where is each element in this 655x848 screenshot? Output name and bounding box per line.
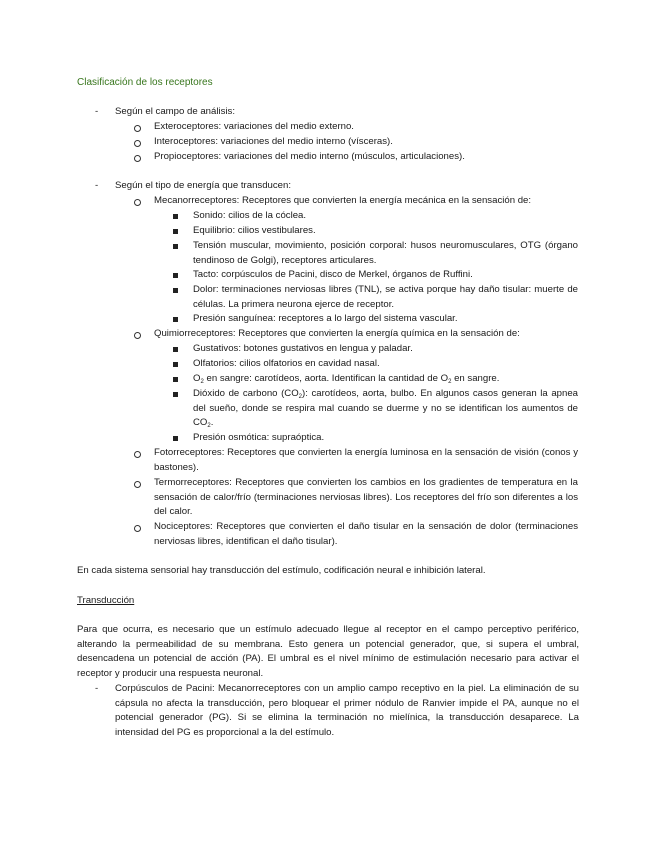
quimio-item: Olfatorios: cilios olfatorios en cavidad nasal. [193, 358, 380, 369]
circle-bullet-icon [134, 332, 141, 339]
section-title: Clasificación de los receptores [77, 77, 213, 88]
summary-text: En cada sistema sensorial hay transducción del estímulo, codificación neural e inhibición lateral. [77, 565, 486, 576]
campo-item: Interoceptores: variaciones del medio interno (vísceras). [154, 136, 393, 147]
campo-item: Propioceptores: variaciones del medio interno (músculos, articulaciones). [154, 151, 465, 162]
foto-item: Fotorreceptores: Receptores que convierten la energía luminosa en la sensación de visión (conos y bastones). [154, 447, 578, 473]
mecano-item: Tensión muscular, movimiento, posición corporal: husos neuromusculares, OTG (órgano tendinoso de Golgi), receptores articulares. [193, 240, 578, 266]
square-bullet-icon [173, 392, 178, 397]
square-bullet-icon [173, 347, 178, 352]
dash-bullet: - [95, 106, 99, 117]
square-bullet-icon [173, 377, 178, 382]
transduccion-paragraph: Para que ocurra, es necesario que un estímulo adecuado llegue al receptor en el campo perceptivo periférico, alterando la permeabilidad de su membrana. Esto genera un potencial generador, que, si supera el umbral, desencadena un potencial de acción (PA). El umbral es el nivel mínimo de estimulación necesario para activar el receptor y producir una respuesta neuronal. [77, 624, 579, 680]
pacini-item: Corpúsculos de Pacini: Mecanorreceptores con un amplio campo receptivo en la piel. La eliminación de su cápsula no afecta la transducción, pero bloquear el primer nódulo de Ranvier impide el PA, aunque no el potencial generador (PG). Si se elimina la terminación no mielínica, la transducción desaparece. La intensidad del PG es proporcional a la del estímulo. [115, 683, 579, 739]
mecano-item: Equilibrio: cilios vestibulares. [193, 225, 316, 236]
circle-bullet-icon [134, 125, 141, 132]
quimio-label: Quimiorreceptores: Receptores que convierten la energía química en la sensación de: [154, 328, 520, 339]
mecano-item: Sonido: cilios de la cóclea. [193, 210, 307, 221]
termo-item: Termorreceptores: Receptores que convierten los cambios en los gradientes de temperatura en la sensación de calor/frío (terminaciones nerviosas libres). Los receptores del frío son diferentes a los del calor. [154, 477, 578, 518]
quimio-item-co2: Dióxido de carbono $(CO_2)$: carotídeos, aorta, bulbo. En algunos casos generan la apnea del sueño, donde se respira mal cuando se duerme y no se identifican los aumentos de $CO_2$. [193, 388, 578, 430]
mecano-item: Presión sanguínea: receptores a lo largo del sistema vascular. [193, 313, 458, 324]
quimio-item: Presión osmótica: supraóptica. [193, 432, 325, 443]
energia-label: Según el tipo de energía que transducen: [115, 180, 292, 191]
square-bullet-icon [173, 288, 178, 293]
square-bullet-icon [173, 229, 178, 234]
square-bullet-icon [173, 436, 178, 441]
circle-bullet-icon [134, 451, 141, 458]
transduccion-title: Transducción [77, 595, 135, 606]
square-bullet-icon [173, 273, 178, 278]
quimio-item: Gustativos: botones gustativos en lengua y paladar. [193, 343, 413, 354]
circle-bullet-icon [134, 140, 141, 147]
dash-bullet: - [95, 683, 99, 694]
noci-item: Nociceptores: Receptores que convierten el daño tisular en la sensación de dolor (terminaciones nerviosas libres, identifican el daño tisular). [154, 521, 578, 547]
campo-item: Exteroceptores: variaciones del medio externo. [154, 121, 354, 132]
circle-bullet-icon [134, 199, 141, 206]
square-bullet-icon [173, 362, 178, 367]
square-bullet-icon [173, 244, 178, 249]
circle-bullet-icon [134, 155, 141, 162]
mecano-item: Dolor: terminaciones nerviosas libres (TNL), se activa porque hay daño tisular: muerte de células. La primera neurona ejerce de receptor. [193, 284, 578, 310]
square-bullet-icon [173, 317, 178, 322]
circle-bullet-icon [134, 525, 141, 532]
campo-label: Según el campo de análisis: [115, 106, 235, 117]
quimio-item-o2: $O_2$ en sangre: carotídeos, aorta. Identifican la cantidad de $O_2$ en sangre. [193, 373, 500, 385]
mecano-item: Tacto: corpúsculos de Pacini, disco de Merkel, órganos de Ruffini. [193, 269, 473, 280]
circle-bullet-icon [134, 481, 141, 488]
square-bullet-icon [173, 214, 178, 219]
mecano-label: Mecanorreceptores: Receptores que convierten la energía mecánica en la sensación de: [154, 195, 532, 206]
dash-bullet: - [95, 180, 99, 191]
